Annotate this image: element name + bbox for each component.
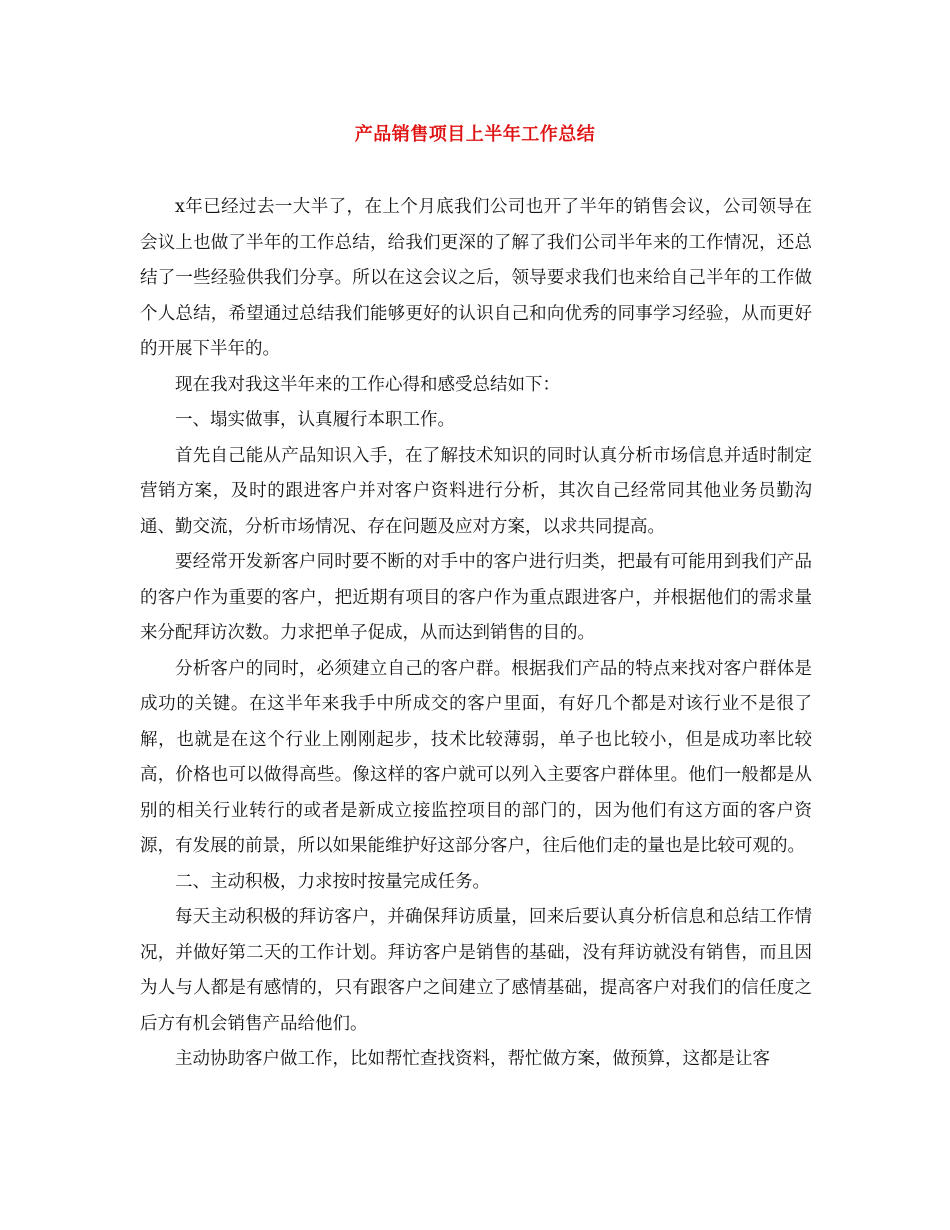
paragraph-intro: x年已经过去一大半了，在上个月底我们公司也开了半年的销售会议，公司领导在会议上也做了半年的工作总结，给我们更深的了解了我们公司半年来的工作情况，还总结了一些经验供我们分享。所以在这会议之后，领导要求我们也来给自己半年的工作做个人总结，希望通过总结我们能够更好的认识自己和向优秀的同事学习经验，从而更好的开展下半年的。 (140, 197, 812, 359)
document-body (140, 190, 812, 1078)
section-heading-1: 一、塌实做事，认真履行本职工作。 (175, 410, 455, 430)
paragraph-summary-lead: 现在我对我这半年来的工作心得和感受总结如下： (175, 374, 560, 395)
paragraph-product-knowledge: 首先自己能从产品知识入手，在了解技术知识的同时认真分析市场信息并适时制定营销方案，及时的跟进客户并对客户资料进行分析，其次自己经常同其他业务员勤沟通、勤交流，分析市场情况、存在问题及应对方案，以求共同提高。 (140, 445, 812, 537)
section-heading-2: 二、主动积极，力求按时按量完成任务。 (175, 871, 490, 892)
paragraph-daily-visits: 每天主动积极的拜访客户，并确保拜访质量，回来后要认真分析信息和总结工作情况，并做好第二天的工作计划。拜访客户是销售的基础，没有拜访就没有销售，而且因为人与人都是有感情的，只有跟客户之间建立了感情基础，提高客户对我们的信任度之后方有机会销售产品给他们。 (140, 907, 812, 1034)
document-title: 产品销售项目上半年工作总结 (354, 124, 596, 145)
paragraph-assist-customers: 主动协助客户做工作，比如帮忙查找资料，帮忙做方案，做预算，这都是让客 (175, 1049, 770, 1069)
paragraph-new-customers: 要经常开发新客户同时要不断的对手中的客户进行归类，把最有可能用到我们产品的客户作为重要的客户，把近期有项目的客户作为重点跟进客户，并根据他们的需求量来分配拜访次数。力求把单子促成，从而达到销售的目的。 (140, 552, 812, 643)
paragraph-customer-groups: 分析客户的同时，必须建立自己的客户群。根据我们产品的特点来找对客户群体是成功的关键。在这半年来我手中所成交的客户里面，有好几个都是对该行业不是很了解，也就是在这个行业上刚刚起步，技术比较薄弱，单子也比较小，但是成功率比较高，价格也可以做得高些。像这样的客户就可以列入主要客户群体里。他们一般都是从别的相关行业转行的或者是新成立接监控项目的部门的，因为他们有这方面的客户资源，有发展的前景，所以如果能维护好这部分客户，往后他们走的量也是比较可观的。 (140, 658, 812, 856)
